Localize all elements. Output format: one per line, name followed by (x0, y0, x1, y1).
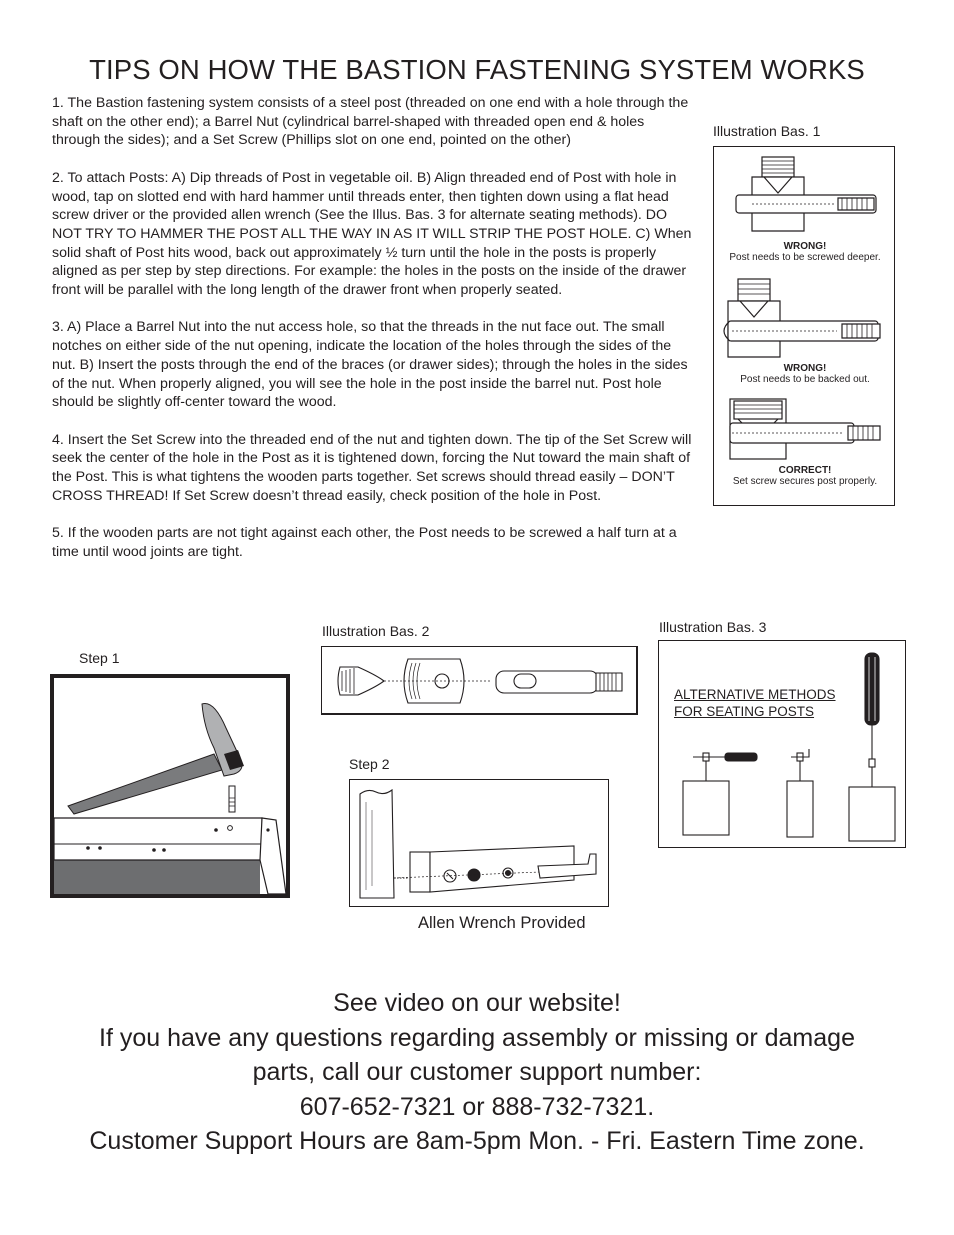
step-paragraph-3: 3. A) Place a Barrel Nut into the nut access hole, so that the threads in the nut face out. The small notches on either side of the nut opening, indicate the location of the holes through the sides of the nut. B) Insert the posts through the end of the braces (or drawer sides); through the holes in the sides of the nut. When properly aligned, you will see the hole in the post inside the barrel nut. Post hole should be slightly off-center toward the wood. (52, 319, 688, 411)
allen-wrench-tightening-figure (350, 780, 608, 906)
post-too-shallow-figure (724, 153, 886, 241)
figure1-note: Post needs to be screwed deeper. (729, 252, 881, 263)
hammer-tapping-post-figure (54, 678, 286, 894)
fastener-parts-figure (332, 653, 628, 709)
illus3-box (658, 640, 906, 848)
support-line-2: parts, call our customer support number: (252, 1058, 702, 1086)
step-paragraph-1: 1. The Bastion fastening system consists of a steel post (threaded on one end with a hole through the shaft on the other end); a Barrel Nut (cylindrical barrel-shaped with threaded open end & holes through the sides); and a Set Screw (Phillips slot on one end, pointed on the other) (52, 95, 689, 149)
figure1-status: WRONG! (783, 241, 827, 252)
figure3-note: Set screw secures post properly. (732, 476, 878, 487)
support-line-1: If you have any questions regarding assembly or missing or damage (99, 1023, 855, 1052)
figure2-status: WRONG! (783, 363, 827, 374)
illus1-caption: Illustration Bas. 1 (713, 123, 821, 139)
illus2-box (321, 646, 638, 715)
customer-support-notice (0, 986, 954, 1159)
step1-caption: Step 1 (79, 650, 120, 666)
figure2-label (714, 363, 896, 385)
figure3-status: CORRECT! (778, 465, 832, 476)
video-note: See video on our website! (333, 989, 621, 1017)
post-too-deep-figure (722, 275, 888, 363)
figure1-label (714, 241, 896, 263)
step-paragraph-2: 2. To attach Posts: A) Dip threads of Post in vegetable oil. B) Align threaded end of Post with hole in wood, tap on slotted end with hard hammer until threads enter, then tighten down using a flat head screw driver or the provided allen wrench (See the Illus. Bas. 3 for alternate seating methods). DO NOT TRY TO HAMMER THE POST ALL THE WAY IN AS IT WILL STRIP THE POST HOLE. C) When solid shaft of Post hits wood, back out approximately ½ turn until the hole in the posts is properly aligned as per step by step directions. For example: the holes in the posts on the inside of the drawer front will be parallel with the long length of the drawer front when properly seated. (52, 169, 692, 299)
step-paragraph-4: 4. Insert the Set Screw into the threaded end of the nut and tighten down. The tip of the Set Screw will seek the center of the hole in the Post as it is tightened down, forcing the Nut toward the main shaft of the Post. This is what tightens the wooden parts together. Set screws should thread easily – DON’T CROSS THREAD! If Set Screw doesn’t thread easily, check position of the hole in Post. (52, 431, 692, 504)
support-phone-numbers: 607-652-7321 or 888-732-7321. (299, 1092, 655, 1121)
support-hours: Customer Support Hours are 8am-5pm Mon. - Fri. Eastern Time zone. (89, 1127, 865, 1155)
step-paragraph-5: 5. If the wooden parts are not tight against each other, the Post needs to be screwed a half turn at a time until wood joints are tight. (52, 525, 677, 560)
page-title: TIPS ON HOW THE BASTION FASTENING SYSTEM WORKS (89, 54, 865, 85)
illus1-box (713, 146, 895, 506)
alt-methods-heading-line2: FOR SEATING POSTS (674, 704, 815, 719)
figure2-note: Post needs to be backed out. (740, 374, 870, 385)
step2-box (349, 779, 609, 907)
step2-caption: Step 2 (349, 756, 390, 772)
step1-box (50, 674, 290, 898)
figure3-label (714, 465, 896, 487)
illus3-caption: Illustration Bas. 3 (659, 619, 767, 635)
illus2-caption: Illustration Bas. 2 (322, 623, 430, 639)
allen-wrench-note: Allen Wrench Provided (418, 914, 586, 932)
instructions (52, 94, 692, 580)
seating-methods-figure (659, 641, 905, 847)
post-correct-figure (724, 397, 888, 463)
alt-methods-heading-line1: ALTERNATIVE METHODS (674, 687, 836, 702)
